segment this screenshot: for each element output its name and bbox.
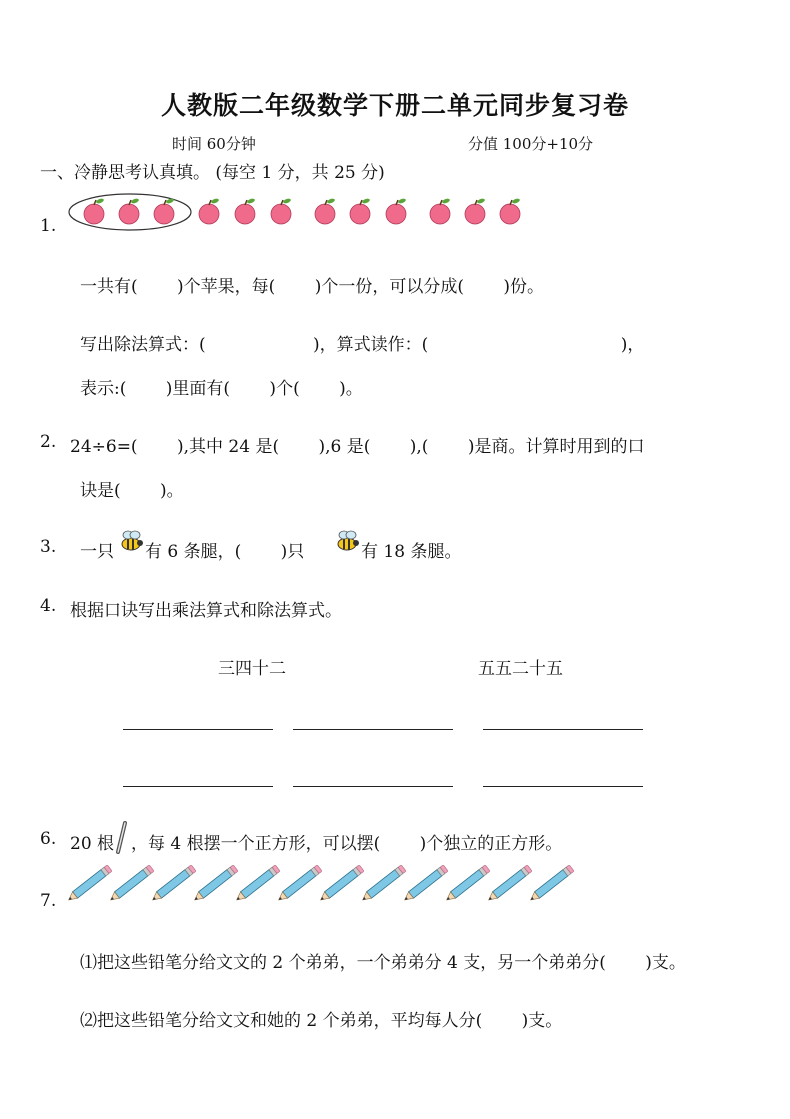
- pencil-icon: [234, 865, 280, 903]
- pencil-icon: [360, 865, 406, 903]
- pencil-icon: [318, 865, 364, 903]
- section-heading: 一、冷静思考认真填。 (每空 1 分，共 25 分): [40, 163, 385, 183]
- question-number-6: 6.: [40, 829, 57, 849]
- q4-rhyme-1: 三四十二: [218, 659, 286, 679]
- q3-part3: 有 18 条腿。: [361, 542, 462, 562]
- q1-line2: 写出除法算式：( )，算式读作：( )，: [80, 335, 645, 355]
- q6-part1: 20 根: [70, 834, 115, 854]
- pencil-icon: [192, 865, 238, 903]
- pencil-icon: [66, 865, 112, 903]
- page-title: 人教版二年级数学下册二单元同步复习卷: [160, 91, 629, 120]
- exam-score: 分值 100分+10分: [468, 135, 594, 153]
- question-number-7: 7.: [40, 891, 57, 911]
- q1-line1: 一共有( )个苹果，每( )个一份，可以分成( )份。: [80, 277, 545, 297]
- q7-sub2: ⑵把这些铅笔分给文文和她的 2 个弟弟，平均每人分( )支。: [80, 1011, 563, 1031]
- pencil-icon: [444, 865, 490, 903]
- question-number-2: 2.: [40, 432, 57, 452]
- q4-text: 根据口诀写出乘法算式和除法算式。: [70, 601, 342, 621]
- q7-sub1: ⑴把这些铅笔分给文文的 2 个弟弟，一个弟弟分 4 支，另一个弟弟分( )支。: [80, 953, 686, 973]
- pencil-icon: [108, 865, 154, 903]
- q1-line3: 表示:( )里面有( )个( )。: [80, 379, 363, 399]
- q2-line2: 诀是( )。: [80, 481, 184, 501]
- pencil-icon: [486, 865, 532, 903]
- q4-rhyme-2: 五五二十五: [478, 659, 563, 679]
- exam-time: 时间 60分钟: [172, 135, 256, 153]
- question-number-4: 4.: [40, 596, 57, 616]
- pencil-icon: [402, 865, 448, 903]
- question-number-3: 3.: [40, 537, 57, 557]
- question-number-1: 1.: [40, 216, 57, 236]
- q6-part2: ，每 4 根摆一个正方形，可以摆( )个独立的正方形。: [131, 834, 563, 854]
- pencil-icon: [528, 865, 574, 903]
- q3-part1: 一只: [80, 542, 114, 562]
- pencil-icon: [276, 865, 322, 903]
- q2-line1: 24÷6=( ),其中 24 是( ),6 是( ),( )是商。计算时用到的口: [70, 437, 645, 457]
- q3-part2: 有 6 条腿，( )只: [145, 542, 305, 562]
- pencil-icon: [150, 865, 196, 903]
